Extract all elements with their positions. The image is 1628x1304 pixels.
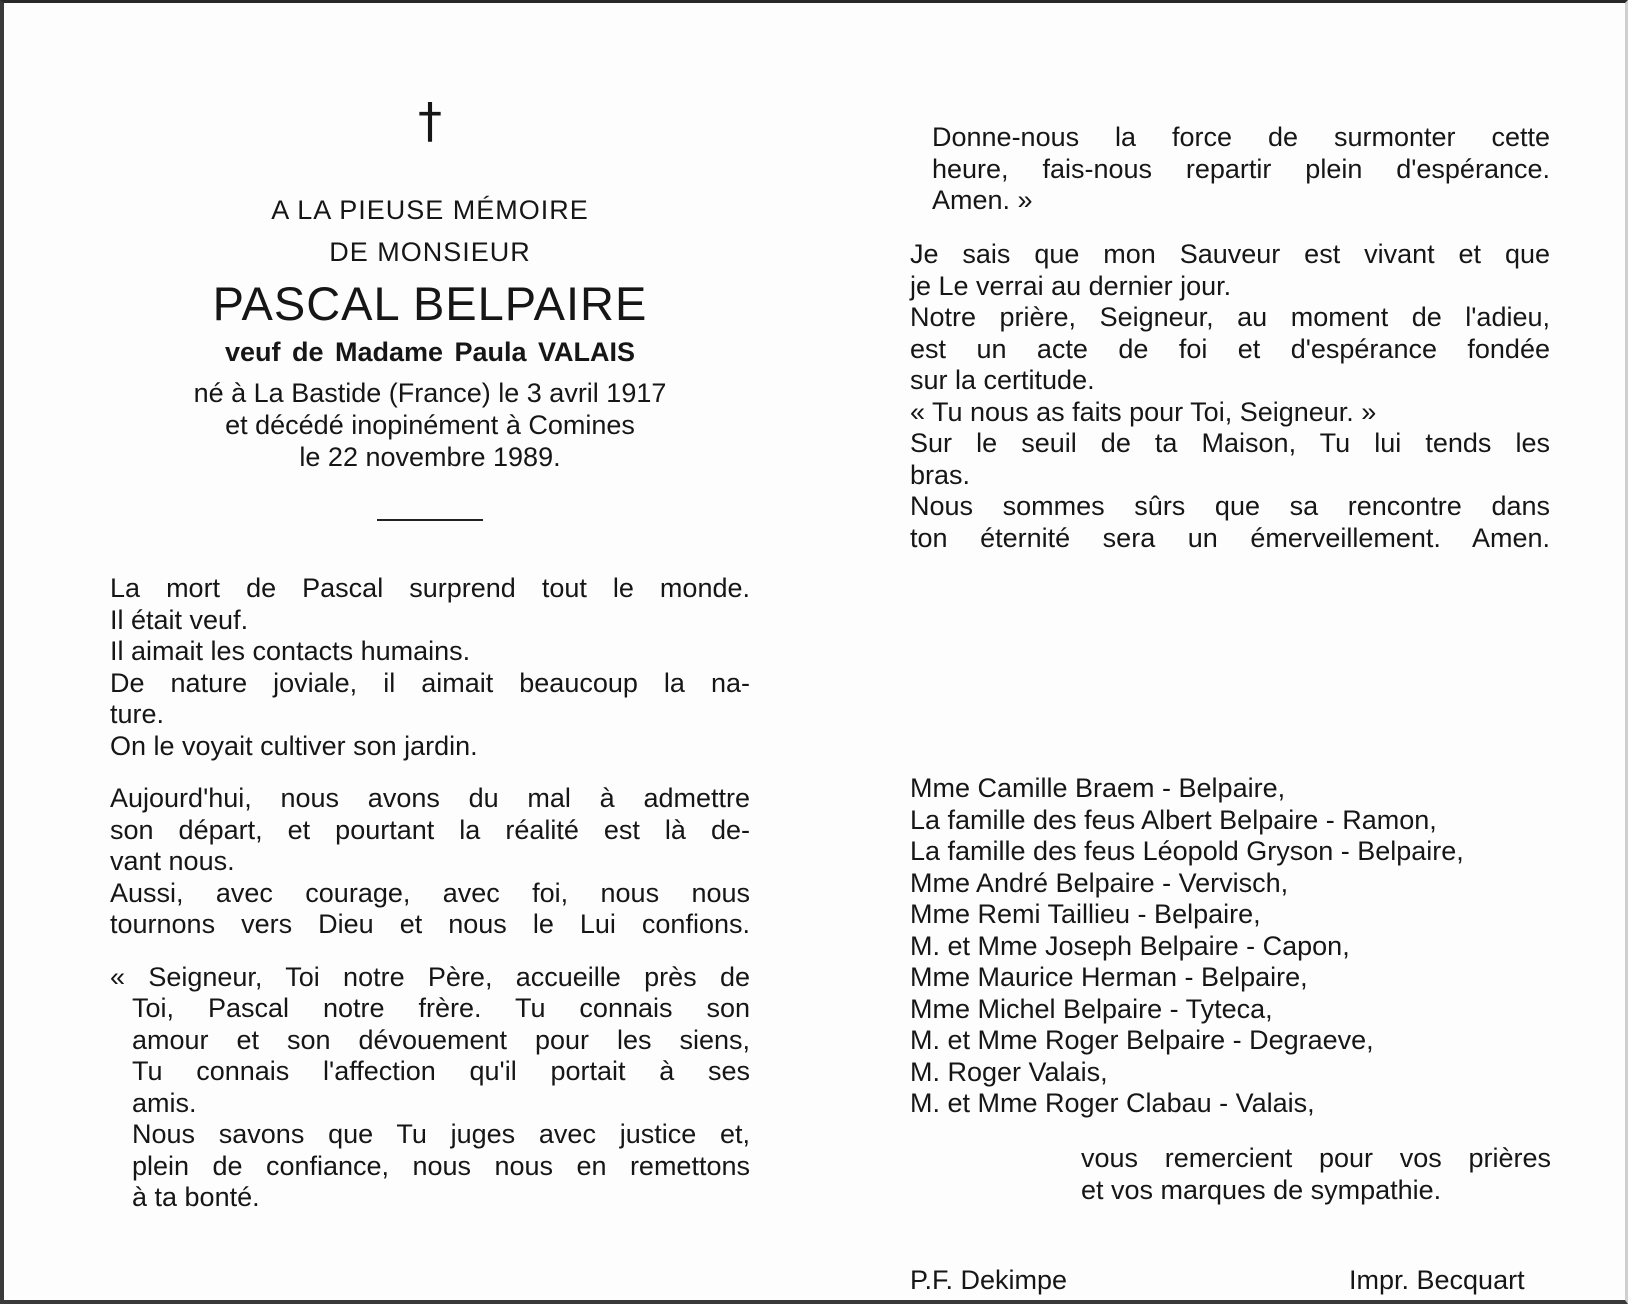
text-line: On le voyait cultiver son jardin. xyxy=(110,730,478,761)
text-line: Notre prière, Seigneur, au moment de l'adieu, xyxy=(910,302,1550,332)
paragraph-1 xyxy=(110,573,750,762)
text-line: Tu connais l'affection qu'il portait à ses xyxy=(132,1056,750,1086)
text-line: Il était veuf. xyxy=(110,604,249,635)
text-line: Nous savons que Tu juges avec justice et, xyxy=(132,1119,750,1149)
text-line: tournons vers Dieu et nous le Lui confions. xyxy=(110,909,750,939)
text-line: plein de confiance, nous nous en remettons xyxy=(132,1150,750,1181)
text-line: Sur le seuil de ta Maison, Tu lui tends les xyxy=(910,428,1550,458)
family-entry: M. Roger Valais, xyxy=(910,1056,1108,1087)
text-line: Amen. » xyxy=(932,185,1033,215)
text-line: je Le verrai au dernier jour. xyxy=(910,270,1232,301)
text-line: amis. xyxy=(132,1087,197,1118)
death-line-2: le 22 novembre 1989. xyxy=(299,442,561,472)
text-line: vant nous. xyxy=(110,846,235,876)
text-line: heure, fais-nous repartir plein d'espérance. xyxy=(932,153,1550,184)
memory-line: A LA PIEUSE MÉMOIRE xyxy=(271,195,589,225)
text-line: bras. xyxy=(910,459,971,490)
death-line-1: et décédé inopinément à Comines xyxy=(225,410,635,440)
text-line: « Tu nous as faits pour Toi, Seigneur. » xyxy=(910,396,1377,427)
left-column xyxy=(110,93,750,1214)
birth-line: né à La Bastide (France) le 3 avril 1917 xyxy=(193,378,667,408)
family-entry: Mme Michel Belpaire - Tyteca, xyxy=(910,993,1273,1024)
faith-paragraph xyxy=(910,239,1550,554)
deceased-name: PASCAL BELPAIRE xyxy=(212,277,648,330)
monsieur-line: DE MONSIEUR xyxy=(329,237,531,267)
cross-icon: † xyxy=(418,93,442,149)
paragraph-2 xyxy=(110,783,750,941)
text-line: ture. xyxy=(110,699,165,729)
family-list xyxy=(910,773,1464,1120)
family-entry: M. et Mme Roger Belpaire - Degraeve, xyxy=(910,1025,1374,1055)
text-line: à ta bonté. xyxy=(132,1182,260,1212)
text-line: Toi, Pascal notre frère. Tu connais son xyxy=(132,993,750,1023)
text-line: Nous sommes sûrs que sa rencontre dans xyxy=(910,491,1550,521)
family-entry: Mme Remi Taillieu - Belpaire, xyxy=(910,899,1261,929)
family-entry: La famille des feus Léopold Gryson - Belpaire, xyxy=(910,836,1464,866)
text-line: « Seigneur, Toi notre Père, accueille près de xyxy=(110,961,750,992)
separator-rule xyxy=(377,519,483,521)
prayer-continuation xyxy=(932,122,1550,217)
prayer-paragraph xyxy=(110,962,750,1214)
text-line: son départ, et pourtant la réalité est là de- xyxy=(110,814,750,845)
family-entry: M. et Mme Roger Clabau - Valais, xyxy=(910,1088,1315,1118)
thanks-line-1: vous remercient pour vos prières xyxy=(1081,1143,1551,1173)
text-line: sur la certitude. xyxy=(910,365,1095,395)
heading-block xyxy=(110,93,750,521)
funeral-director: P.F. Dekimpe xyxy=(910,1265,1068,1295)
thanks-line-2: et vos marques de sympathie. xyxy=(1081,1175,1442,1205)
text-line: Je sais que mon Sauveur est vivant et que xyxy=(910,239,1550,269)
family-entry: Mme Maurice Herman - Belpaire, xyxy=(910,962,1308,992)
text-line: amour et son dévouement pour les siens, xyxy=(132,1024,750,1055)
family-entry: Mme Camille Braem - Belpaire, xyxy=(910,773,1286,803)
text-line: De nature joviale, il aimait beaucoup la na- xyxy=(110,667,750,698)
text-line: Aussi, avec courage, avec foi, nous nous xyxy=(110,877,750,908)
text-line: est un acte de foi et d'espérance fondée xyxy=(910,333,1550,364)
text-line: ton éternité sera un émerveillement. Amen. xyxy=(910,522,1550,553)
text-line: Aujourd'hui, nous avons du mal à admettre xyxy=(110,783,750,813)
text-line: Il aimait les contacts humains. xyxy=(110,636,471,666)
text-line: Donne-nous la force de surmonter cette xyxy=(932,122,1550,152)
family-entry: M. et Mme Joseph Belpaire - Capon, xyxy=(910,930,1350,961)
family-entry: Mme André Belpaire - Vervisch, xyxy=(910,867,1289,898)
text-line: La mort de Pascal surprend tout le monde. xyxy=(110,573,750,603)
thanks-block xyxy=(1081,1142,1551,1206)
family-entry: La famille des feus Albert Belpaire - Ramon, xyxy=(910,804,1437,835)
printer-credit: Impr. Becquart xyxy=(1349,1265,1525,1295)
widower-line: veuf de Madame Paula VALAIS xyxy=(224,337,636,367)
